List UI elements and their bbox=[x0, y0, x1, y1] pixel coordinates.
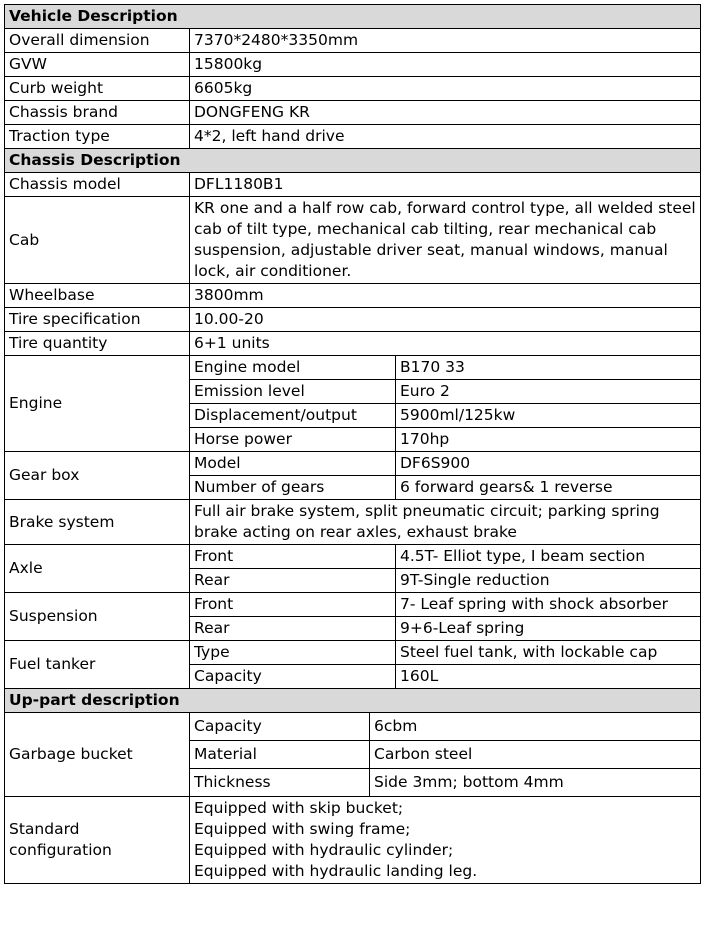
sub-value: 9+6-Leaf spring bbox=[396, 617, 701, 641]
standard-configuration-list bbox=[190, 797, 701, 884]
row-label: Tire specification bbox=[5, 308, 190, 332]
table-row bbox=[5, 593, 701, 617]
sub-value: 7- Leaf spring with shock absorber bbox=[396, 593, 701, 617]
sub-value: 6 forward gears& 1 reverse bbox=[396, 476, 701, 500]
sub-key: Engine model bbox=[190, 356, 396, 380]
sub-value: Steel fuel tank, with lockable cap bbox=[396, 641, 701, 665]
sub-key: Thickness bbox=[190, 769, 370, 797]
sub-value: DF6S900 bbox=[396, 452, 701, 476]
table-row bbox=[5, 197, 701, 284]
sub-key: Emission level bbox=[190, 380, 396, 404]
spec-table bbox=[4, 4, 701, 884]
sub-key: Number of gears bbox=[190, 476, 396, 500]
sub-value: 170hp bbox=[396, 428, 701, 452]
table-row bbox=[5, 356, 701, 380]
sub-value: 6cbm bbox=[370, 713, 701, 741]
row-label: Wheelbase bbox=[5, 284, 190, 308]
table-row bbox=[5, 641, 701, 665]
list-item: Equipped with swing frame; bbox=[194, 820, 411, 838]
text-line: lock, air conditioner. bbox=[194, 262, 352, 280]
list-item: Equipped with hydraulic cylinder; bbox=[194, 841, 454, 859]
table-row bbox=[5, 797, 701, 884]
sub-key: Capacity bbox=[190, 665, 396, 689]
sub-key: Front bbox=[190, 593, 396, 617]
text-line: brake acting on rear axles, exhaust brake bbox=[194, 523, 517, 541]
row-value: 4*2, left hand drive bbox=[190, 125, 701, 149]
row-label: Curb weight bbox=[5, 77, 190, 101]
sub-key: Type bbox=[190, 641, 396, 665]
sub-key: Displacement/output bbox=[190, 404, 396, 428]
table-row bbox=[5, 77, 701, 101]
table-row bbox=[5, 173, 701, 197]
sub-key: Rear bbox=[190, 569, 396, 593]
text-line: KR one and a half row cab, forward control type, all welded steel bbox=[194, 199, 696, 217]
row-label: Overall dimension bbox=[5, 29, 190, 53]
table-row bbox=[5, 284, 701, 308]
table-row bbox=[5, 29, 701, 53]
section-header-vehicle: Vehicle Description bbox=[5, 5, 701, 29]
sub-key: Front bbox=[190, 545, 396, 569]
brake-description bbox=[190, 500, 701, 545]
row-value: DONGFENG KR bbox=[190, 101, 701, 125]
row-label: Garbage bucket bbox=[5, 713, 190, 797]
text-line: Full air brake system, split pneumatic circuit; parking spring bbox=[194, 502, 660, 520]
sub-key: Material bbox=[190, 741, 370, 769]
sub-key: Horse power bbox=[190, 428, 396, 452]
table-row bbox=[5, 332, 701, 356]
table-row bbox=[5, 500, 701, 545]
cab-description bbox=[190, 197, 701, 284]
sub-value: Carbon steel bbox=[370, 741, 701, 769]
row-label: GVW bbox=[5, 53, 190, 77]
table-row bbox=[5, 125, 701, 149]
table-row bbox=[5, 713, 701, 741]
row-label: Chassis model bbox=[5, 173, 190, 197]
table-row bbox=[5, 308, 701, 332]
row-value: 7370*2480*3350mm bbox=[190, 29, 701, 53]
row-value: 6+1 units bbox=[190, 332, 701, 356]
row-value: 6605kg bbox=[190, 77, 701, 101]
sub-value: 5900ml/125kw bbox=[396, 404, 701, 428]
row-label bbox=[5, 797, 190, 884]
row-label: Brake system bbox=[5, 500, 190, 545]
sub-value: 9T-Single reduction bbox=[396, 569, 701, 593]
text-line: configuration bbox=[9, 841, 112, 859]
row-label: Suspension bbox=[5, 593, 190, 641]
row-value: 3800mm bbox=[190, 284, 701, 308]
row-label: Cab bbox=[5, 197, 190, 284]
sub-value: B170 33 bbox=[396, 356, 701, 380]
table-row bbox=[5, 101, 701, 125]
row-value: 15800kg bbox=[190, 53, 701, 77]
text-line: suspension, adjustable driver seat, manual windows, manual bbox=[194, 241, 668, 259]
sub-key: Capacity bbox=[190, 713, 370, 741]
list-item: Equipped with hydraulic landing leg. bbox=[194, 862, 478, 880]
section-header-chassis: Chassis Description bbox=[5, 149, 701, 173]
list-item: Equipped with skip bucket; bbox=[194, 799, 404, 817]
row-label: Fuel tanker bbox=[5, 641, 190, 689]
sub-value: 4.5T- Elliot type, I beam section bbox=[396, 545, 701, 569]
row-value: 10.00-20 bbox=[190, 308, 701, 332]
section-header-uppart: Up-part description bbox=[5, 689, 701, 713]
sub-value: 160L bbox=[396, 665, 701, 689]
text-line: Standard bbox=[9, 820, 80, 838]
sub-value: Side 3mm; bottom 4mm bbox=[370, 769, 701, 797]
row-label: Engine bbox=[5, 356, 190, 452]
table-row bbox=[5, 545, 701, 569]
sub-key: Rear bbox=[190, 617, 396, 641]
row-label: Chassis brand bbox=[5, 101, 190, 125]
table-row bbox=[5, 452, 701, 476]
row-label: Tire quantity bbox=[5, 332, 190, 356]
sub-value: Euro 2 bbox=[396, 380, 701, 404]
row-label: Traction type bbox=[5, 125, 190, 149]
row-label: Axle bbox=[5, 545, 190, 593]
sub-key: Model bbox=[190, 452, 396, 476]
table-row bbox=[5, 53, 701, 77]
row-label: Gear box bbox=[5, 452, 190, 500]
row-value: DFL1180B1 bbox=[190, 173, 701, 197]
text-line: cab of tilt type, mechanical cab tilting, rear mechanical cab bbox=[194, 220, 657, 238]
